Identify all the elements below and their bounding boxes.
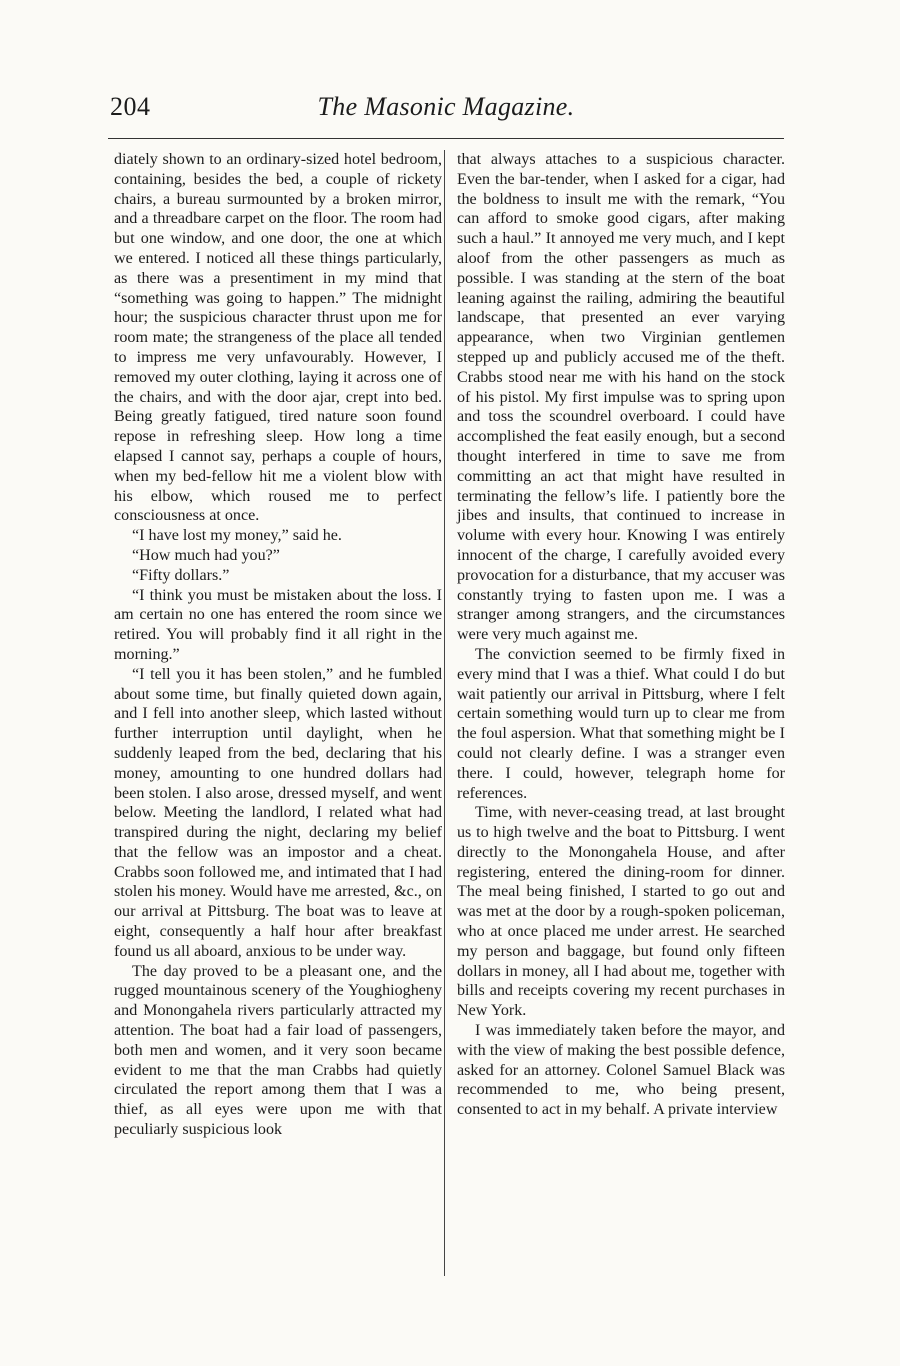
paragraph: I was immediately taken before the mayor, and with the view of making the best possible defence, asked for an attorney. Colonel Samuel Black was recommended to me, who being present, consented to act in my behalf. A private interview: [457, 1022, 785, 1119]
paragraph: The conviction seemed to be firmly fixed in every mind that I was a thief. What could I do but wait patiently our arrival in Pittsburg, where I felt certain something would turn up to clear me from the foul aspersion. What that something might be I could not clearly define. I was a stranger even there. I could, however, telegraph home for references.: [457, 645, 785, 802]
paragraph: diately shown to an ordinary-sized hotel bedroom, containing, besides the bed, a couple of rickety chairs, a bureau surmounted by a broken mirror, and a threadbare carpet on the floor. The room had but one window, and one door, the one at which we entered. I noticed all these things particularly, as there was a presentiment in my mind that “something was going to happen.” The midnight hour; the suspicious character thrust upon me for room mate; the strangeness of the place all tended to impress me very unfavourably. However, I removed my outer clothing, laying it across one of the chairs, and with the door ajar, crept into bed. Being greatly fatigued, tired nature soon found repose in refreshing sleep. How long a time elapsed I cannot say, perhaps a couple of hours, when my bed-fellow hit me a violent blow with his elbow, which roused me to perfect consciousness at once.: [114, 151, 442, 525]
paragraph: “I tell you it has been stolen,” and he fumbled about some time, but finally quieted down again, and I fell into another sleep, which lasted without further interruption until daylight, when he suddenly leaped from the bed, declaring that his money, amounting to one hundred dollars had been stolen. I also arose, dressed myself, and went below. Meeting the landlord, I related what had transpired during the night, declaring my belief that the fellow was an impostor and a cheat. Crabbs soon followed me, and intimated that I had stolen his money. Would have me arrested, &c., on our arrival at Pittsburg. The boat was to leave at eight, consequently a half hour after breakfast found us all aboard, anxious to be under way.: [114, 665, 442, 960]
page-header: [110, 88, 782, 128]
paragraph: “I think you must be mistaken about the loss. I am certain no one has entered the room since we retired. You will probably find it all right in the morning.”: [114, 586, 442, 663]
right-column: [457, 150, 785, 1120]
header-rule: [108, 138, 784, 139]
paragraph: The day proved to be a pleasant one, and the rugged mountainous scenery of the Youghiogheny and Monongahela rivers particularly attracted my attention. The boat had a fair load of passengers, both men and women, and it very soon became evident to me that the man Crabbs had quietly circulated the report among them that I was a thief, as all eyes were upon me with that peculiarly suspicious look: [114, 962, 442, 1139]
paragraph: “Fifty dollars.”: [132, 566, 230, 584]
left-column: [114, 150, 442, 1140]
magazine-title: The Masonic Magazine.: [317, 92, 575, 121]
paragraph: “How much had you?”: [132, 546, 280, 564]
page-number: 204: [110, 92, 151, 121]
paragraph: “I have lost my money,” said he.: [132, 527, 342, 545]
paragraph: that always attaches to a suspicious character. Even the bar-tender, when I asked for a cigar, had the boldness to insult me with the remark, “You can afford to smoke good cigars, after making such a haul.” It annoyed me very much, and I kept aloof from the other passengers as much as possible. I was standing at the stern of the boat leaning against the railing, admiring the beautiful landscape, that presented an ever varying appearance, when two Virginian gentlemen stepped up and publicly accused me of the theft. Crabbs stood near me with his hand on the stock of his pistol. My first impulse was to spring upon and toss the scoundrel overboard. I could have accomplished the feat easily enough, but a second thought interfered in time to save me from committing an act that might have resulted in terminating the fellow’s life. I patiently bore the jibes and insults, that continued to increase in volume with every hour. Knowing I was entirely innocent of the charge, I carefully avoided every provocation for a disturbance, that my accuser was constantly trying to fasten upon me. I was a stranger among strangers, and the circumstances were very much against me.: [457, 151, 785, 644]
column-divider: [444, 150, 445, 1276]
paragraph: Time, with never-ceasing tread, at last brought us to high twelve and the boat to Pittsburg. I went directly to the Monongahela House, and after registering, entered the dining-room for dinner. The meal being finished, I started to go out and was met at the door by a rough-spoken policeman, who at once placed me under arrest. He searched my person and baggage, but found only fifteen dollars in money, all I had about me, together with bills and receipts covering my recent purchases in New York.: [457, 804, 785, 1020]
